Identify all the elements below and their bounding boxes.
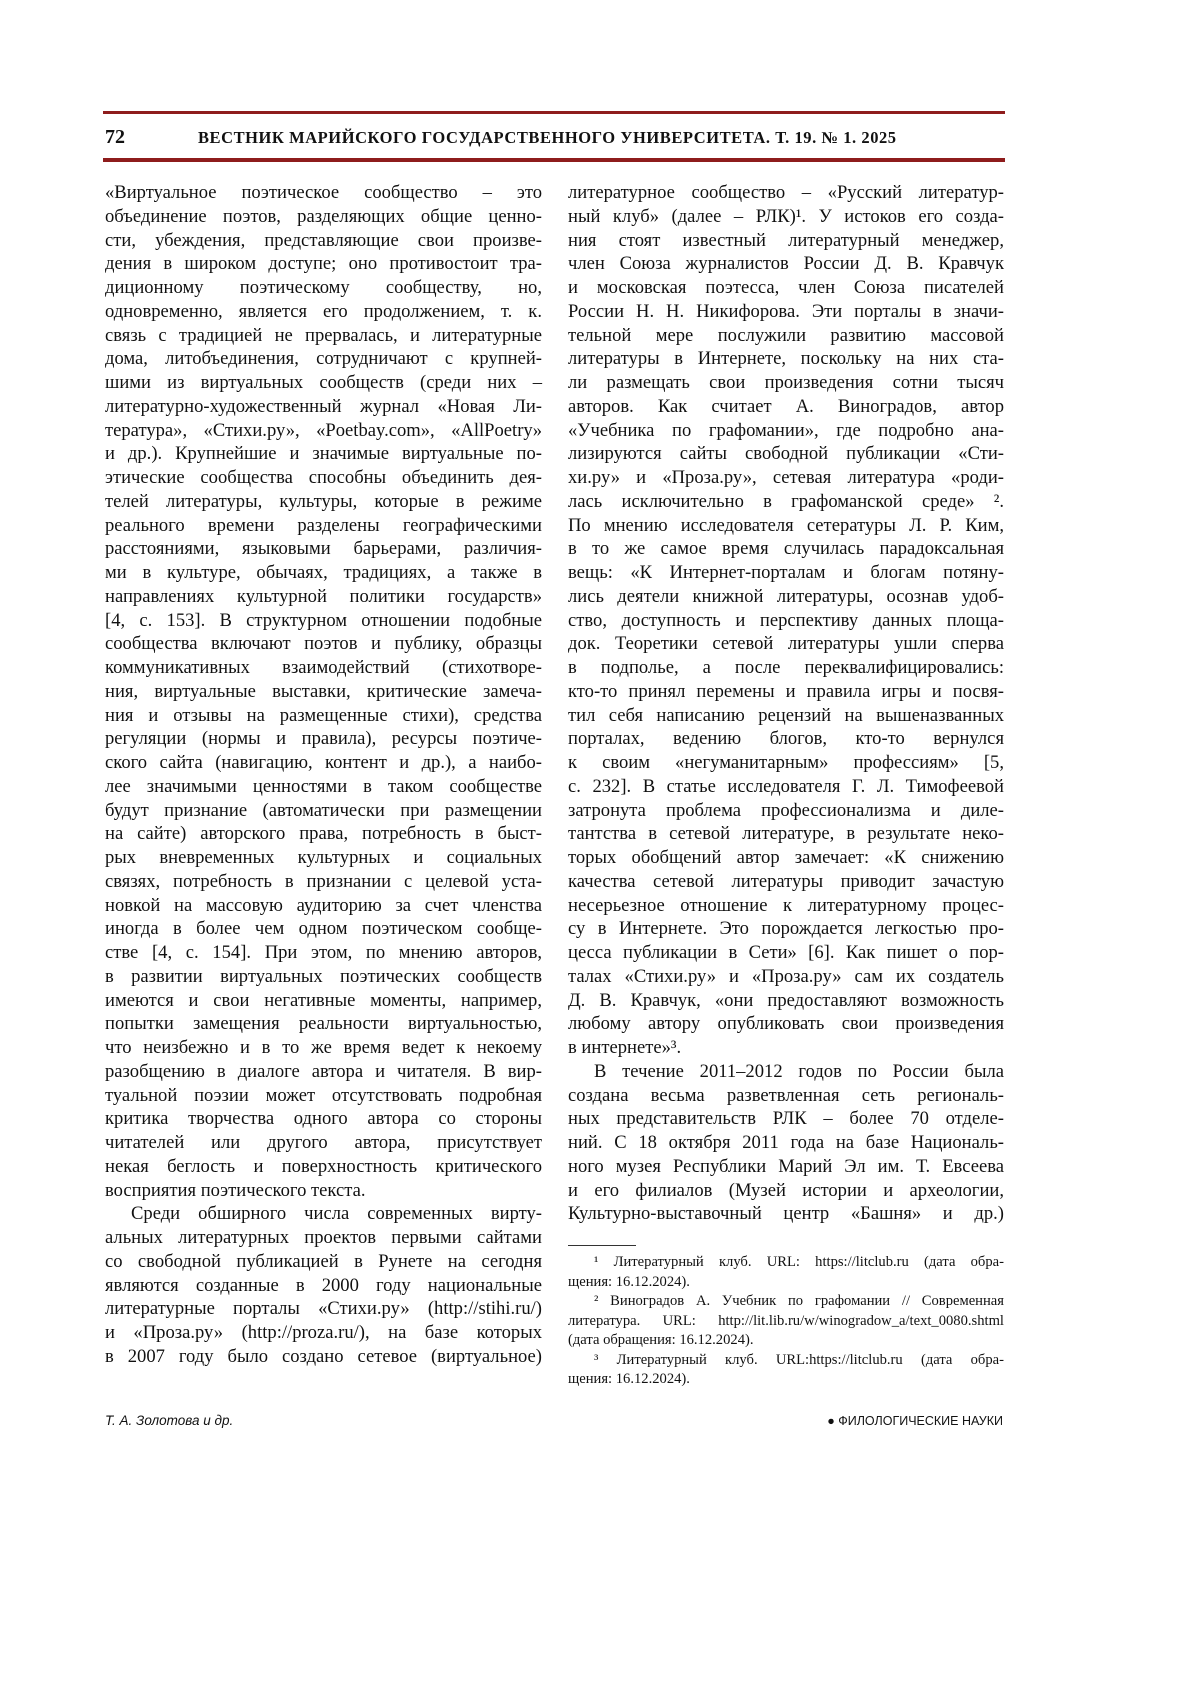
text-line: создана весьма разветвленная сеть региональ- xyxy=(568,1084,1004,1108)
text-line: лее значимыми ценностями в таком сообществе xyxy=(105,775,542,799)
text-line: альных литературных проектов первыми сайтами xyxy=(105,1226,542,1250)
text-line: ли размещать свои произведения сотни тысяч xyxy=(568,371,1004,395)
text-line: что неизбежно и в то же время ведет к некоему xyxy=(105,1036,542,1060)
text-line: телей литературы, культуры, которые в режиме xyxy=(105,490,542,514)
text-line: ния стоят известный литературный менеджер, xyxy=(568,229,1004,253)
text-line: новкой на массовую аудиторию за счет членства xyxy=(105,894,542,918)
text-line: иногда в более чем одном поэтическом сообще- xyxy=(105,917,542,941)
text-line: и московская поэтесса, член Союза писателей xyxy=(568,276,1004,300)
text-line: в 2007 году было создано сетевое (виртуальное) xyxy=(105,1345,542,1369)
text-line: член Союза журналистов России Д. В. Кравчук xyxy=(568,252,1004,276)
text-line: ных представительств РЛК – более 70 отделе- xyxy=(568,1107,1004,1131)
text-line: док. Теоретики сетевой литературы ушли сперва xyxy=(568,632,1004,656)
text-line: и его филиалов (Музей истории и археологии, xyxy=(568,1179,1004,1203)
text-line: литературно-художественный журнал «Новая Ли- xyxy=(105,395,542,419)
text-line: [4, с. 153]. В структурном отношении подобные xyxy=(105,609,542,633)
text-line: лись деятели книжной литературы, осознав удоб- xyxy=(568,585,1004,609)
text-line: попытки замещения реальности виртуальностью, xyxy=(105,1012,542,1036)
text-line: туальной поэзии может отсутствовать подробная xyxy=(105,1084,542,1108)
header-rule-bottom xyxy=(103,158,1005,162)
text-line: коммуникативных взаимодействий (стихотворе- xyxy=(105,656,542,680)
footer-authors: Т. А. Золотова и др. xyxy=(105,1413,233,1428)
text-line: критика творчества одного автора со стороны xyxy=(105,1107,542,1131)
text-line: со свободной публикацией в Рунете на сегодня xyxy=(105,1250,542,1274)
text-line: качества сетевой литературы приводит зачастую xyxy=(568,870,1004,894)
text-line: восприятия поэтического текста. xyxy=(105,1179,542,1203)
text-line: лась исключительно в графоманской среде» ². xyxy=(568,490,1004,514)
text-line: Среди обширного числа современных вирту- xyxy=(105,1202,542,1226)
footnote xyxy=(568,1253,1004,1292)
text-line: литературы в Интернете, поскольку на них ста- xyxy=(568,347,1004,371)
text-line: читателей или другого автора, присутствует xyxy=(105,1131,542,1155)
text-line: ³ Литературный клуб. URL:https://litclub.ru (дата обра- xyxy=(568,1351,1004,1371)
text-line: этические сообщества способны объединить дея- xyxy=(105,466,542,490)
text-line: объединение поэтов, разделяющих общие ценно- xyxy=(105,205,542,229)
text-line: авторов. Как считает А. Виноградов, автор xyxy=(568,395,1004,419)
text-line: на сайте) авторского права, потребность в быст- xyxy=(105,822,542,846)
footnote xyxy=(568,1292,1004,1351)
text-line: ского сайта (навигацию, контент и др.), а наибо- xyxy=(105,751,542,775)
text-line: По мнению исследователя сетературы Л. Р. Ким, xyxy=(568,514,1004,538)
text-line: ство, доступность и перспективу данных площа- xyxy=(568,609,1004,633)
text-line: расстояниями, языковыми барьерами, различия- xyxy=(105,537,542,561)
right-column xyxy=(568,181,1004,1226)
text-line: цесса публикации в Сети» [6]. Как пишет о пор- xyxy=(568,941,1004,965)
text-line: некая беглость и поверхностность критического xyxy=(105,1155,542,1179)
text-line: Культурно-выставочный центр «Башня» и др.) xyxy=(568,1202,1004,1226)
paragraph xyxy=(568,181,1004,1060)
footer-section: ● ФИЛОЛОГИЧЕСКИЕ НАУКИ xyxy=(827,1414,1003,1428)
paragraph xyxy=(105,181,542,1202)
text-line: торых обобщений автор замечает: «К снижению xyxy=(568,846,1004,870)
text-line: кто-то принял перемены и правила игры и посвя- xyxy=(568,680,1004,704)
text-line: с. 232]. В статье исследователя Г. Л. Тимофеевой xyxy=(568,775,1004,799)
journal-title: ВЕСТНИК МАРИЙСКОГО ГОСУДАРСТВЕННОГО УНИВЕРСИТЕТА. Т. 19. № 1. 2025 xyxy=(198,128,897,148)
text-line: ний. С 18 октября 2011 года на базе Националь- xyxy=(568,1131,1004,1155)
footnote-separator xyxy=(568,1245,636,1246)
text-line: реального времени разделены географическими xyxy=(105,514,542,538)
text-line: ¹ Литературный клуб. URL: https://litclub.ru (дата обра- xyxy=(568,1253,1004,1273)
text-line: «Виртуальное поэтическое сообщество – это xyxy=(105,181,542,205)
text-line: «Учебника по графомании», где подробно ана- xyxy=(568,419,1004,443)
text-line: тантства в сетевой литературе, в результате неко- xyxy=(568,822,1004,846)
text-line: стве [4, с. 154]. При этом, по мнению авторов, xyxy=(105,941,542,965)
text-line: ² Виноградов А. Учебник по графомании // Современная xyxy=(568,1292,1004,1312)
text-line: и др.). Крупнейшие и значимые виртуальные по- xyxy=(105,442,542,466)
text-line: будут признание (автоматически при размещении xyxy=(105,799,542,823)
text-line: имеются и свои негативные моменты, например, xyxy=(105,989,542,1013)
text-line: несерьезное отношение к литературному процес- xyxy=(568,894,1004,918)
text-line: ный клуб» (далее – РЛК)¹. У истоков его созда- xyxy=(568,205,1004,229)
text-line: вещь: «К Интернет-порталам и блогам потяну- xyxy=(568,561,1004,585)
text-line: Д. В. Кравчук, «они предоставляют возможность xyxy=(568,989,1004,1013)
footnote xyxy=(568,1351,1004,1390)
text-line: связях, потребность в признании с целевой уста- xyxy=(105,870,542,894)
page-number: 72 xyxy=(105,126,125,149)
text-line: дения в широком доступе; оно противостоит тра- xyxy=(105,252,542,276)
text-line: к своим «негуманитарным» профессиям» [5, xyxy=(568,751,1004,775)
text-line: диционному поэтическому сообществу, но, xyxy=(105,276,542,300)
text-line: щения: 16.12.2024). xyxy=(568,1273,1004,1293)
text-line: сообщества включают поэтов и публику, образцы xyxy=(105,632,542,656)
text-line: ного музея Республики Марий Эл им. Т. Евсеева xyxy=(568,1155,1004,1179)
text-line: в развитии виртуальных поэтических сообществ xyxy=(105,965,542,989)
text-line: затронута проблема профессионализма и диле- xyxy=(568,799,1004,823)
text-line: разобщению в диалоге автора и читателя. В вир- xyxy=(105,1060,542,1084)
text-line: шими из виртуальных сообществ (среди них – xyxy=(105,371,542,395)
text-line: сти, убеждения, представляющие свои произве- xyxy=(105,229,542,253)
left-column xyxy=(105,181,542,1369)
text-line: связь с традицией не прервалась, и литературные xyxy=(105,324,542,348)
text-line: рых вневременных культурных и социальных xyxy=(105,846,542,870)
text-line: ми в культуре, обычаях, традициях, а также в xyxy=(105,561,542,585)
text-line: России Н. Н. Никифорова. Эти порталы в значи- xyxy=(568,300,1004,324)
text-line: литературные порталы «Стихи.ру» (http://stihi.ru/) xyxy=(105,1297,542,1321)
text-line: регуляции (нормы и правила), ресурсы поэтиче- xyxy=(105,727,542,751)
text-line: В течение 2011–2012 годов по России была xyxy=(568,1060,1004,1084)
paragraph xyxy=(568,1060,1004,1226)
paragraph xyxy=(105,1202,542,1368)
footnotes xyxy=(568,1253,1004,1390)
text-line: порталах, ведению блогов, кто-то вернулся xyxy=(568,727,1004,751)
text-line: (дата обращения: 16.12.2024). xyxy=(568,1331,1004,1351)
text-line: направлениях культурной политики государств» xyxy=(105,585,542,609)
text-line: тература», «Стихи.ру», «Poetbay.com», «AllPoetry» xyxy=(105,419,542,443)
text-line: талах «Стихи.ру» и «Проза.ру» сам их создатель xyxy=(568,965,1004,989)
text-line: тельной мере послужили развитию массовой xyxy=(568,324,1004,348)
text-line: одновременно, является его продолжением, т. к. xyxy=(105,300,542,324)
text-line: лизируются сайты свободной публикации «Сти- xyxy=(568,442,1004,466)
text-line: любому автору опубликовать свои произведения xyxy=(568,1012,1004,1036)
text-line: являются созданные в 2000 году национальные xyxy=(105,1274,542,1298)
text-line: в то же самое время случилась парадоксальная xyxy=(568,537,1004,561)
text-line: ния и отзывы на размещенные стихи), средства xyxy=(105,704,542,728)
text-line: литературное сообщество – «Русский литератур- xyxy=(568,181,1004,205)
text-line: литература. URL: http://lit.lib.ru/w/winogradow_a/text_0080.shtml xyxy=(568,1312,1004,1332)
text-line: хи.ру» и «Проза.ру», сетевая литература «роди- xyxy=(568,466,1004,490)
text-line: тил себя написанию рецензий на вышеназванных xyxy=(568,704,1004,728)
text-line: и «Проза.ру» (http://proza.ru/), на базе которых xyxy=(105,1321,542,1345)
text-line: в интернете»³. xyxy=(568,1036,1004,1060)
text-line: щения: 16.12.2024). xyxy=(568,1370,1004,1390)
header-rule-top xyxy=(103,111,1005,114)
text-line: ния, виртуальные выставки, критические замеча- xyxy=(105,680,542,704)
text-line: в подполье, а после переквалифицировались: xyxy=(568,656,1004,680)
text-line: дома, литобъединения, сотрудничают с крупней- xyxy=(105,347,542,371)
text-line: су в Интернете. Это порождается легкостью про- xyxy=(568,917,1004,941)
